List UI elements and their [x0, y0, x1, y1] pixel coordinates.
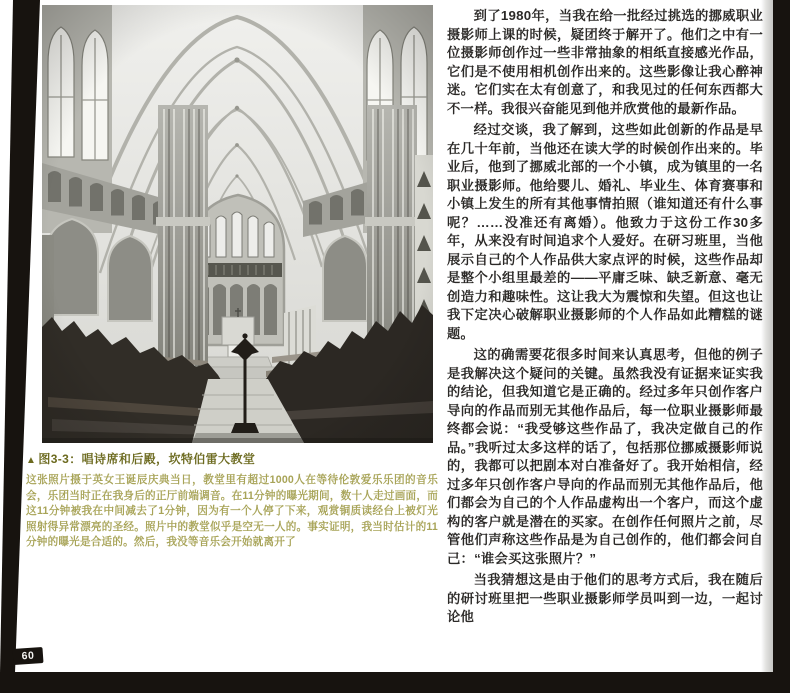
figure-caption-title [26, 452, 438, 468]
figure-caption [26, 452, 438, 551]
article-column [447, 7, 763, 630]
figure-caption-title-text: 图3-3：唱诗席和后殿，坎特伯雷大教堂 [38, 452, 256, 466]
body-paragraph: 这的确需要花很多时间来认真思考，但他的例子是我解决这个疑问的关键。虽然我没有证据来证实我的结论，但我知道它是正确的。经过多年只创作客户导向的作品而别无其他作品后，每一位职业摄影师最终都会说：“我受够这些作品了，我决定做自己的作品。”我听过太多这样的话了，包括那位挪威摄影师说的，我都可以把剧本对白准备好了。我开始相信，经过多年只创作客户导向的作品而别无其他作品后，他们都会为自己的个人作品虚构出一个客户，而这个虚构的客户就是潜在的买家。在创作任何照片之前，尽管他们声称这些作品是为自己创作的，他们都会问自己：“谁会买这张照片？” [447, 347, 763, 566]
figure-caption-body: 这张照片摄于英女王诞辰庆典当日，教堂里有超过1000人在等待伦敦爱乐乐团的音乐会，乐团当时正在我身后的正厅前端调音。在11分钟的曝光期间，数十人走过画面，而这11分钟被我在中间减去了1分钟，因为有一个人停了下来，观赏铜质读经台上被灯光照射得异常漂亮的圣经。照片中的教堂似乎是空无一人的。事实证明，我当时估计的11分钟的曝光是合适的。然后，我没等音乐会开始就离开了 [26, 474, 438, 549]
body-paragraph: 经过交谈，我了解到，这些如此创新的作品是早在几十年前，当他还在读大学的时候创作出来的。毕业后，他到了挪威北部的一个小镇，成为镇里的一名职业摄影师。他给婴儿、婚礼、毕业生、体育赛事和小镇上发生的所有其他事情拍照（谁知道还有什么事呢？……没准还有离婚）。他致力于这份工作30多年，从来没有时间追求个人爱好。在研习班里，当他展示自己的个人作品供大家点评的时候，这些作品却是整个小组里最差的——平庸乏味、缺乏新意、毫无创造力和趣味性。这让我大为震惊和失望。但这也让我下定决心破解职业摄影师的个人作品如此糟糕的谜题。 [447, 122, 763, 341]
body-paragraph: 到了1980年，当我在给一批经过挑选的挪威职业摄影师上课的时候，疑团终于解开了。他们之中有一位摄影师创作过一些非常抽象的相纸直接感光作品，它们是不使用相机创作出来的。这些影像让我心醉神迷。它们实在太有创意了，和我见过的任何东西都大不一样。我很兴奋能见到他并欣赏他的最新作品。 [447, 8, 763, 116]
book-left-edge [0, 0, 40, 673]
triangle-marker-icon: ▲ [26, 455, 37, 466]
book-right-edge [773, 0, 790, 673]
book-bottom-edge [0, 672, 790, 693]
page-number: 60 [12, 647, 43, 665]
body-paragraph: 当我猜想这是由于他们的思考方式后，我在随后的研讨班里把一些职业摄影师学员叫到一边，一起讨论他 [447, 572, 763, 624]
photo-vignette [42, 5, 433, 443]
cathedral-photo [42, 5, 433, 443]
